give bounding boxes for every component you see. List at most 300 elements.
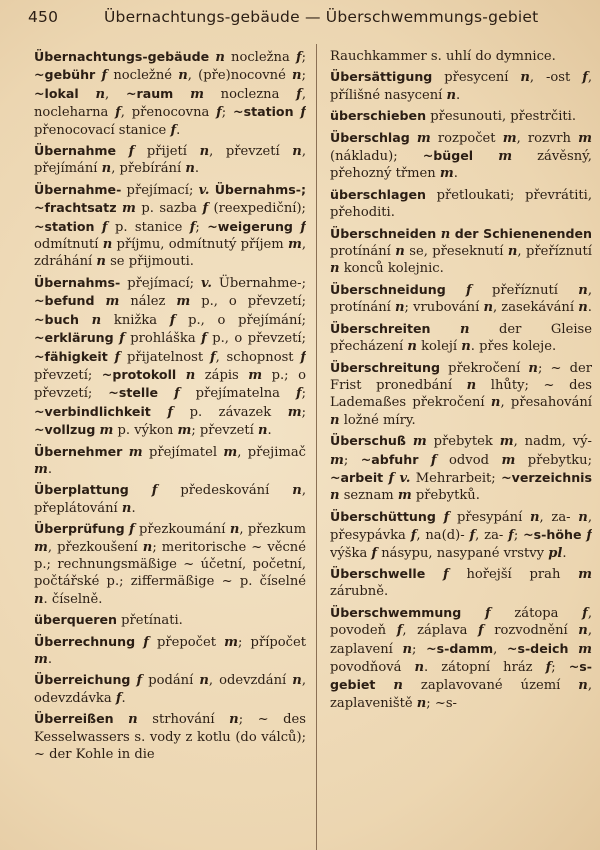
dictionary-entry	[330, 68, 592, 104]
definition-text: , schopnost	[215, 349, 301, 365]
grammar-label: n	[185, 161, 195, 177]
dictionary-entry	[330, 107, 592, 125]
headword: ~gebühr	[34, 67, 96, 83]
definition-text	[158, 386, 174, 401]
definition-text: výška	[330, 545, 372, 561]
grammar-label: f	[582, 70, 588, 86]
definition-text: p. závazek	[173, 404, 288, 420]
definition-text: přesycení	[432, 70, 521, 86]
grammar-label: n	[330, 261, 340, 277]
grammar-label: n	[483, 300, 493, 316]
headword: Überplattung	[34, 482, 129, 498]
headword: ~station	[233, 104, 294, 120]
definition-text: závěsný, přehozný třmen	[330, 149, 592, 182]
dictionary-entry	[330, 281, 592, 317]
grammar-label: n	[178, 68, 188, 84]
definition-text: přijatelnost	[120, 349, 210, 365]
grammar-label: f	[296, 86, 302, 102]
dictionary-entry	[330, 604, 592, 712]
definition-text: , přenocovna	[120, 105, 217, 121]
definition-text: , převzetí	[209, 144, 293, 160]
grammar-label: f	[101, 68, 108, 84]
grammar-label: f	[101, 219, 108, 235]
headword: Überschlag	[330, 129, 410, 145]
definition-text	[173, 87, 190, 102]
definition-text: přeříznutí	[471, 282, 579, 298]
headword: der Schienenenden	[454, 225, 592, 241]
grammar-label: m	[412, 434, 427, 450]
definition-text: ; převzetí	[191, 423, 258, 439]
definition-text: , za-	[539, 509, 579, 525]
headword: Übernahms-;	[214, 181, 306, 197]
definition-text: ; přípočet	[238, 634, 306, 650]
dictionary-entry	[330, 359, 592, 430]
definition-text: přejímatel	[142, 444, 224, 460]
definition-text: přetloukati; převrátiti, přehoditi.	[330, 187, 592, 221]
definition-text: nocležna	[224, 50, 296, 65]
grammar-label: m	[498, 149, 513, 165]
definition-text: přebytek	[426, 434, 500, 450]
grammar-label: m	[439, 166, 454, 182]
dictionary-entry	[34, 671, 306, 707]
grammar-label: pl	[548, 545, 563, 561]
headword: Überschreitung	[330, 359, 440, 375]
definition-text: překročení	[439, 360, 529, 376]
headword: ~arbeit	[330, 469, 384, 485]
grammar-label: f	[388, 470, 395, 486]
definition-text: p. stanice	[107, 219, 190, 235]
definition-text	[95, 220, 102, 235]
grammar-label: f	[136, 673, 143, 689]
definition-text: Übernahme-;	[211, 275, 306, 291]
definition-text	[116, 144, 129, 159]
grammar-label: v.	[201, 275, 212, 291]
headword: ~verzeichnis	[501, 469, 592, 485]
grammar-label: f	[396, 623, 403, 639]
definition-text: ;	[412, 641, 427, 657]
definition-text: se přijmouti.	[105, 254, 194, 270]
grammar-label: m	[99, 423, 114, 439]
definition-text: p.; o převzetí;	[34, 367, 306, 402]
definition-text: . přes koleje.	[470, 339, 557, 355]
definition-text: , zasekávání	[492, 300, 579, 316]
grammar-label: n	[395, 300, 405, 316]
grammar-label: n	[393, 678, 403, 694]
definition-text: přejímací;	[120, 275, 202, 291]
definition-text: násypu, nasypané vrstvy	[377, 545, 549, 561]
grammar-label: n	[520, 70, 530, 86]
definition-text: .	[131, 500, 136, 516]
headword: Überschwelle	[330, 565, 426, 581]
grammar-label: n	[528, 360, 538, 376]
definition-text: , zaplavení	[330, 623, 592, 657]
grammar-label: n	[121, 500, 132, 516]
grammar-label: f	[443, 509, 450, 525]
definition-text: ;	[301, 386, 306, 402]
definition-text: přezkoumání	[134, 522, 230, 538]
grammar-label: f	[201, 331, 207, 347]
definition-text: ; meritorische ~ věcné p.; rechnungsmäßige ~ účetní, početní, počtářské p.; ziffermäßige ~ p. číselné	[34, 539, 306, 590]
dictionary-entry	[34, 520, 306, 608]
definition-text	[431, 322, 461, 337]
definition-text: ložné míry.	[339, 412, 416, 428]
definition-text	[114, 712, 129, 727]
grammar-label: f	[443, 566, 449, 582]
grammar-label: f	[167, 404, 174, 420]
dictionary-entry	[330, 508, 592, 562]
grammar-label: n	[460, 321, 470, 337]
grammar-label: m	[176, 294, 191, 310]
grammar-label: n	[199, 673, 209, 689]
grammar-label: n	[414, 660, 425, 675]
grammar-label: f	[371, 545, 378, 561]
grammar-label: f	[115, 105, 121, 121]
grammar-label: f	[295, 50, 302, 65]
definition-text: Rauchkammer s. uhlí do dymnice.	[330, 49, 556, 64]
grammar-label: f	[300, 219, 306, 235]
grammar-label: m	[502, 130, 517, 146]
grammar-label: n	[229, 522, 240, 538]
grammar-label: n	[578, 509, 588, 525]
definition-text	[410, 131, 417, 146]
definition-text: , zdráhání	[34, 237, 306, 270]
definition-text: povodňová	[330, 660, 415, 675]
definition-text: hořejší prah	[448, 566, 579, 582]
definition-text	[151, 405, 168, 420]
headword: ~s-damm	[426, 640, 494, 656]
grammar-label: n	[407, 339, 417, 355]
grammar-label: f	[128, 144, 135, 160]
headword: überqueren	[34, 612, 117, 628]
definition-text: , rozvrh	[516, 130, 579, 146]
headword: Übersättigung	[330, 69, 433, 85]
definition-text: p., o převzetí;	[190, 294, 306, 310]
definition-text: strhování	[137, 712, 230, 728]
grammar-label: n	[578, 282, 588, 298]
definition-text: přejímatelna	[179, 386, 296, 402]
headword: ~s-deich	[506, 640, 569, 656]
definition-text: protínání	[330, 244, 396, 260]
headword: Überschuß	[330, 433, 406, 449]
definition-text: ;	[343, 452, 361, 468]
definition-text: přejímací;	[121, 182, 199, 198]
definition-text	[79, 87, 96, 102]
headword: ~lokal	[34, 85, 79, 101]
definition-text: prohláška	[124, 331, 202, 347]
grammar-label: f	[430, 452, 437, 468]
definition-text: přebytku;	[515, 452, 592, 468]
grammar-label: n	[466, 377, 477, 393]
grammar-label: m	[122, 201, 136, 217]
definition-text: p., o přejímání;	[175, 312, 306, 328]
definition-text: , -ost	[529, 70, 583, 86]
headword: Überschreiten	[330, 320, 431, 336]
grammar-label: m	[224, 634, 239, 650]
definition-text: .	[456, 87, 461, 103]
definition-text: nález	[119, 294, 177, 310]
left-column	[34, 48, 306, 850]
grammar-label: n	[292, 144, 302, 160]
dictionary-entry	[34, 611, 306, 629]
dictionary-entry	[34, 274, 306, 440]
grammar-label: m	[128, 444, 143, 460]
grammar-label: f	[209, 349, 216, 365]
grammar-label: f	[466, 282, 472, 298]
grammar-label: m	[578, 130, 592, 146]
definition-text: převzetí;	[34, 367, 102, 383]
definition-text	[375, 678, 393, 693]
definition-text: ; vrubování	[404, 300, 484, 316]
grammar-label: n	[199, 144, 210, 160]
grammar-label: f	[115, 690, 122, 706]
definition-text	[461, 606, 485, 621]
definition-text: ;	[301, 404, 306, 420]
grammar-label: m	[34, 652, 48, 667]
grammar-label: m	[416, 130, 431, 146]
right-column	[330, 48, 592, 850]
definition-text: přepočet	[148, 634, 225, 650]
definition-text: , přeplátování	[34, 483, 306, 516]
definition-text: (reexpediční);	[208, 201, 306, 217]
grammar-label: f	[508, 528, 514, 544]
definition-text	[95, 294, 106, 309]
definition-text: předeskování	[157, 483, 293, 499]
grammar-label: m	[287, 404, 302, 420]
headword: Übernehmer	[34, 443, 123, 459]
grammar-label: f	[119, 331, 125, 347]
definition-text: , odevzdání	[208, 673, 293, 689]
grammar-label: m	[501, 452, 516, 468]
definition-text: , odevzdávka	[34, 673, 306, 706]
dictionary-entry	[330, 225, 592, 278]
definition-text: , přejímání	[34, 144, 306, 177]
headword: Überrechnung	[34, 633, 136, 649]
headword: ~station	[34, 218, 95, 234]
definition-text: , (pře)nocovné	[187, 68, 293, 84]
definition-text: zárubně.	[330, 584, 389, 600]
dictionary-entry	[34, 633, 306, 669]
definition-text: kolejí	[416, 339, 462, 355]
definition-text: seznam	[339, 488, 398, 504]
headword: ~raum	[125, 85, 174, 101]
definition-text: , nadm, vý-	[513, 434, 592, 450]
grammar-label: n	[257, 423, 268, 439]
grammar-label: n	[578, 623, 588, 639]
grammar-label: f	[300, 349, 306, 365]
definition-text: .	[267, 423, 272, 439]
grammar-label: n	[578, 300, 588, 316]
grammar-label: n	[185, 367, 196, 383]
grammar-label: m	[223, 444, 238, 460]
grammar-label: n	[142, 539, 153, 555]
grammar-label: f	[151, 483, 158, 499]
definition-text: .	[47, 652, 53, 667]
definition-text: .	[121, 690, 126, 706]
grammar-label: f	[469, 528, 476, 544]
headword: ~stelle	[108, 385, 159, 401]
dictionary-entry	[34, 443, 306, 479]
definition-text	[135, 635, 143, 650]
dictionary-entry	[330, 320, 592, 356]
definition-text	[406, 434, 413, 449]
grammar-label: n	[446, 87, 457, 103]
grammar-label: m	[330, 452, 344, 468]
headword: Überschüttung	[330, 508, 436, 524]
definition-text	[425, 567, 443, 582]
definition-text: ;	[301, 50, 306, 65]
definition-text: , záplava	[402, 623, 478, 639]
definition-text: .	[176, 122, 181, 138]
headword: ~protokoll	[101, 366, 177, 382]
headword: ~verbindlichkeit	[34, 403, 151, 419]
grammar-label: f	[295, 386, 302, 402]
definition-text: ;	[301, 68, 306, 84]
grammar-label: f	[189, 219, 196, 235]
headword: ~s-gebiet	[330, 659, 592, 693]
headword: ~erklärung	[34, 330, 114, 346]
definition-text: lhůty; ~ des Lademaßes překročení	[330, 377, 592, 411]
grammar-label: n	[395, 244, 405, 260]
grammar-label: f	[410, 528, 417, 544]
definition-text: ,	[493, 641, 507, 657]
definition-text: ;	[221, 105, 234, 121]
definition-text: přesunouti, přestrčiti.	[426, 109, 577, 125]
grammar-label: f	[174, 386, 180, 402]
grammar-label: m	[190, 86, 204, 102]
grammar-label: f	[170, 122, 177, 138]
definition-text: noclezna	[203, 86, 297, 102]
grammar-label: n	[229, 712, 239, 728]
headword: Überprüfung	[34, 521, 125, 537]
definition-text: , zaplaveniště	[330, 678, 592, 711]
dictionary-entry	[34, 181, 306, 271]
dictionary-entry	[330, 565, 592, 601]
definition-text	[129, 483, 152, 498]
grammar-label: n	[292, 68, 302, 84]
grammar-label: n	[330, 412, 340, 428]
definition-text: rozpočet	[430, 130, 503, 146]
definition-text: , přílišné nasycení	[330, 70, 592, 103]
definition-text	[418, 453, 430, 468]
definition-text: p. výkon	[113, 423, 178, 439]
dictionary-entry	[330, 186, 592, 222]
definition-text: , přejimač	[237, 444, 306, 460]
definition-text	[79, 313, 92, 328]
grammar-label: m	[397, 488, 412, 504]
definition-text: ; ~ der Frist pronedbání	[330, 360, 592, 393]
definition-text: , přesypávka	[330, 509, 592, 544]
definition-text	[569, 642, 579, 657]
headword: Überreichung	[34, 672, 131, 688]
dictionary-entry	[330, 432, 592, 505]
grammar-label: n	[34, 591, 44, 607]
definition-text: .	[587, 300, 592, 316]
grammar-label: m	[34, 539, 48, 555]
headword: ~bügel	[422, 148, 474, 164]
definition-text: podání	[142, 673, 200, 689]
grammar-label: f	[477, 623, 484, 639]
definition-text: p., o převzetí;	[206, 331, 306, 347]
headword: ~frachtsatz	[34, 200, 117, 216]
headword: ~fähigkeit	[34, 348, 108, 364]
definition-text	[176, 368, 186, 383]
definition-text: se, přeseknutí	[404, 244, 508, 260]
definition-text: (nákladu);	[330, 149, 423, 165]
grammar-label: f	[216, 105, 222, 121]
grammar-label: n	[96, 254, 106, 270]
definition-text: knižka	[101, 312, 170, 328]
definition-text	[446, 283, 466, 298]
definition-text: , povodeň	[330, 605, 592, 639]
grammar-label: n	[402, 641, 413, 657]
definition-text: , přezkum	[239, 522, 306, 538]
definition-text: přesypání	[449, 509, 531, 525]
grammar-label: n	[507, 244, 518, 260]
definition-text: .	[562, 545, 567, 561]
headword: Überschneidung	[330, 281, 446, 297]
definition-text: odvod	[436, 452, 502, 468]
dictionary-entry	[34, 481, 306, 517]
grammar-label: m	[105, 294, 120, 310]
definition-text: ,	[105, 86, 126, 102]
grammar-label: f	[582, 605, 588, 621]
page-number: 450	[28, 8, 59, 26]
definition-text: , přezkoušení	[47, 539, 143, 555]
headword: Überreißen	[34, 711, 114, 727]
grammar-label: f	[114, 349, 121, 365]
definition-text: příjmu, odmítnutý příjem	[112, 237, 288, 253]
grammar-label: n	[101, 161, 112, 177]
headword: ~s-höhe	[523, 527, 582, 543]
definition-text: .	[47, 461, 53, 477]
grammar-label: m	[499, 434, 514, 450]
definition-text: ;	[513, 528, 524, 544]
grammar-label: n	[578, 678, 588, 694]
headword: Überschneiden	[330, 225, 437, 241]
definition-text: der Gleise přecházení	[330, 321, 592, 355]
headword: Übernahms-	[34, 274, 121, 290]
headword: Übernachtungs-gebäude	[34, 49, 210, 64]
grammar-label: n	[215, 50, 225, 65]
definition-text: ; ~ des Kesselwassers s. vody z kotlu (do válců); ~ der Kohle in die	[34, 712, 306, 763]
headword: Übernahme	[34, 143, 117, 159]
grammar-label: n	[330, 488, 340, 504]
dictionary-entry	[330, 129, 592, 183]
dictionary-entry	[330, 48, 592, 65]
grammar-label: f	[129, 522, 135, 538]
definition-text: , za-	[475, 528, 509, 544]
grammar-label: f	[143, 634, 149, 650]
grammar-label: f	[545, 660, 552, 675]
grammar-label: m	[248, 367, 263, 383]
column-divider	[316, 44, 317, 850]
definition-text: ;	[551, 660, 569, 675]
page-header	[28, 8, 588, 34]
headword: ~vollzug	[34, 422, 96, 438]
definition-text: rozvodnění	[483, 623, 579, 639]
grammar-label: n	[490, 395, 501, 411]
grammar-label: m	[578, 641, 592, 657]
headword: Überschwemmung	[330, 604, 462, 620]
definition-text: Mehrarbeit;	[410, 470, 502, 486]
grammar-label: n	[292, 483, 302, 499]
definition-text	[436, 510, 444, 525]
headword: ~befund	[34, 293, 95, 309]
headword: ~abfuhr	[360, 451, 419, 467]
grammar-label: n	[440, 226, 451, 242]
grammar-label: f	[202, 201, 209, 217]
grammar-label: n	[416, 695, 427, 711]
